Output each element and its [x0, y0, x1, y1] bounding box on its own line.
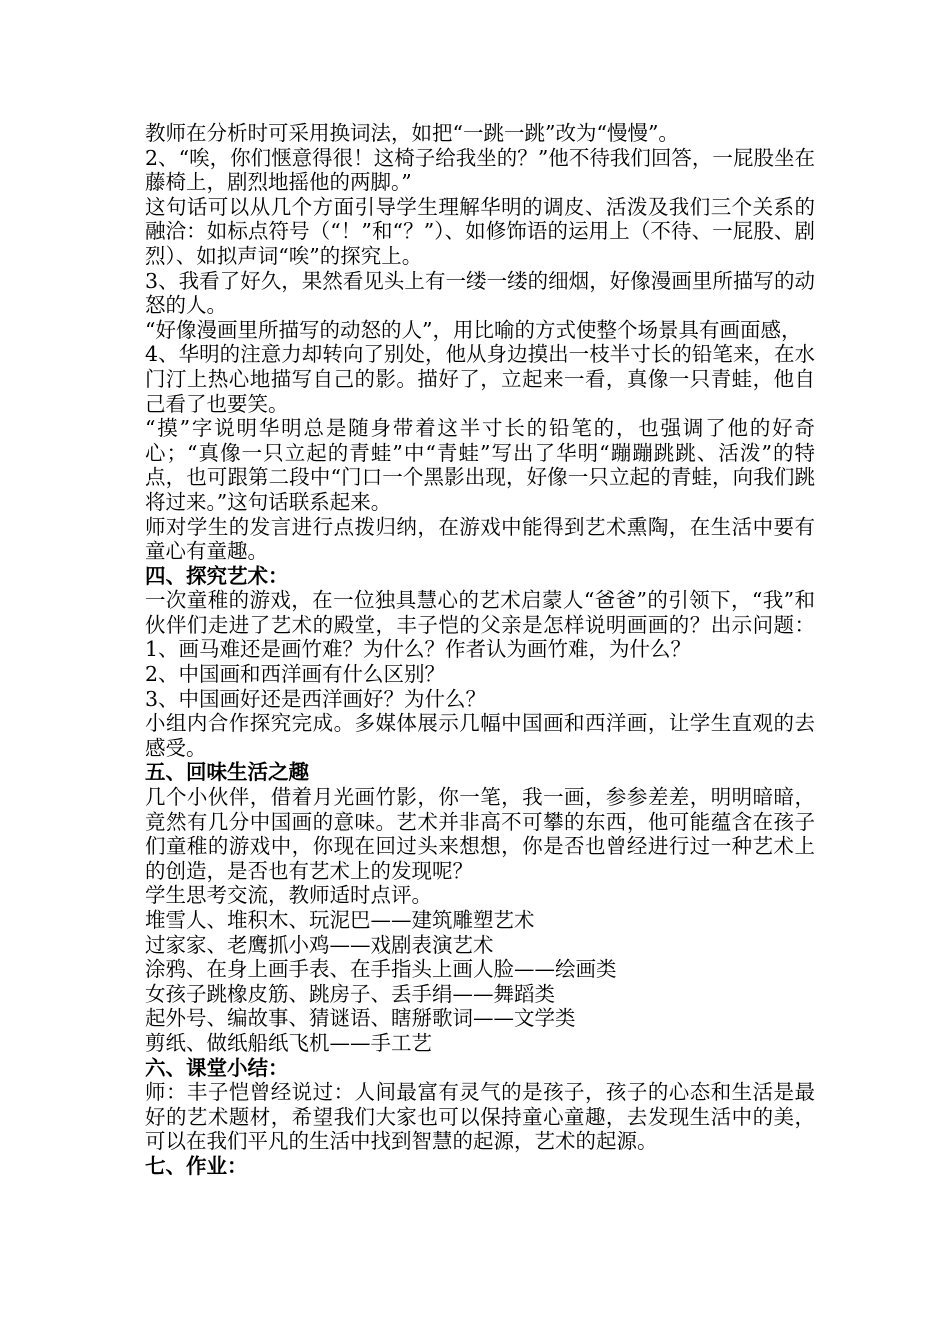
body-paragraph: 2、中国画和西洋画有什么区别？ [145, 662, 446, 687]
body-paragraph: 师对学生的发言进行点拨归纳，在游戏中能得到艺术熏陶，在生活中要有童心有童趣。 [145, 514, 815, 564]
body-paragraph: 小组内合作探究完成。多媒体展示几幅中国画和西洋画，让学生直观的去感受。 [145, 711, 815, 760]
body-paragraph: 2、“唉，你们惬意得很！这椅子给我坐的？”他不待我们回答，一屁股坐在藤椅上，剧烈地摇他的两脚。” [145, 145, 815, 195]
body-paragraph: 学生思考交流，教师适时点评。 [145, 883, 432, 908]
body-paragraph: 堆雪人、堆积木、玩泥巴——建筑雕塑艺术 [145, 908, 535, 932]
body-paragraph: 教师在分析时可采用换词法，如把“一跳一跳”改为“慢慢”。 [145, 121, 679, 145]
body-paragraph: 4、华明的注意力却转向了别处，他从身边摸出一枝半寸长的铅笔来，在水门汀上热心地描写自己的影。描好了，立起来一看，真像一只青蛙，他自己看了也要笑。 [145, 342, 815, 416]
body-paragraph: 一次童稚的游戏，在一位独具慧心的艺术启蒙人“爸爸”的引领下，“我”和伙伴们走进了艺术的殿堂，丰子恺的父亲是怎样说明画画的？出示问题：1、画马难还是画竹难？为什么？作者认为画竹难，为什么？ [145, 588, 815, 662]
body-paragraph: “摸”字说明华明总是随身带着这半寸长的铅笔的，也强调了他的好奇心；“真像一只立起的青蛙”中“青蛙”写出了华明“蹦蹦跳跳、活泼”的特点，也可跟第二段中“门口一个黑影出现，好像一只立起的青蛙，向我们跳将过来。”这句话联系起来。 [145, 416, 815, 514]
body-paragraph: 剪纸、做纸船纸飞机——手工艺 [145, 1030, 432, 1055]
body-paragraph: 这句话可以从几个方面引导学生理解华明的调皮、活泼及我们三个关系的融洽：如标点符号（“！”和“？”）、如修饰语的运用上（不待、一屁股、剧烈）、如拟声词“唉”的探究上。 [145, 194, 815, 268]
body-paragraph: 起外号、编故事、猜谜语、瞎掰歌词——文学类 [145, 1006, 576, 1031]
body-paragraph: 3、中国画好还是西洋画好？为什么？ [145, 686, 487, 711]
body-paragraph: 涂鸦、在身上画手表、在手指头上画人脸——绘画类 [145, 957, 617, 982]
document-body [145, 121, 815, 1179]
body-paragraph: 过家家、老鹰抓小鸡——戏剧表演艺术 [145, 932, 494, 957]
body-paragraph: 女孩子跳橡皮筋、跳房子、丢手绢——舞蹈类 [145, 981, 555, 1006]
section-heading: 四、探究艺术： [145, 563, 289, 588]
body-paragraph: 师：丰子恺曾经说过：人间最富有灵气的是孩子，孩子的心态和生活是最好的艺术题材，希望我们大家也可以保持童心童趣，去发现生活中的美，可以在我们平凡的生活中找到智慧的起源，艺术的起源。 [145, 1080, 815, 1154]
section-heading: 七、作业： [145, 1153, 248, 1178]
body-paragraph: 几个小伙伴，借着月光画竹影，你一笔，我一画，参参差差，明明暗暗，竟然有几分中国画的意味。艺术并非高不可攀的东西，他可能蕴含在孩子们童稚的游戏中，你现在回过头来想想，你是否也曾经进行过一种艺术上的创造，是否也有艺术上的发现呢？ [145, 785, 815, 883]
body-paragraph: “好像漫画里所描写的动怒的人”，用比喻的方式使整个场景具有画面感， [145, 317, 802, 342]
section-heading: 六、课堂小结： [145, 1055, 289, 1080]
section-heading: 五、回味生活之趣 [145, 760, 309, 785]
body-paragraph: 3、我看了好久，果然看见头上有一缕一缕的细烟，好像漫画里所描写的动怒的人。 [145, 268, 815, 318]
